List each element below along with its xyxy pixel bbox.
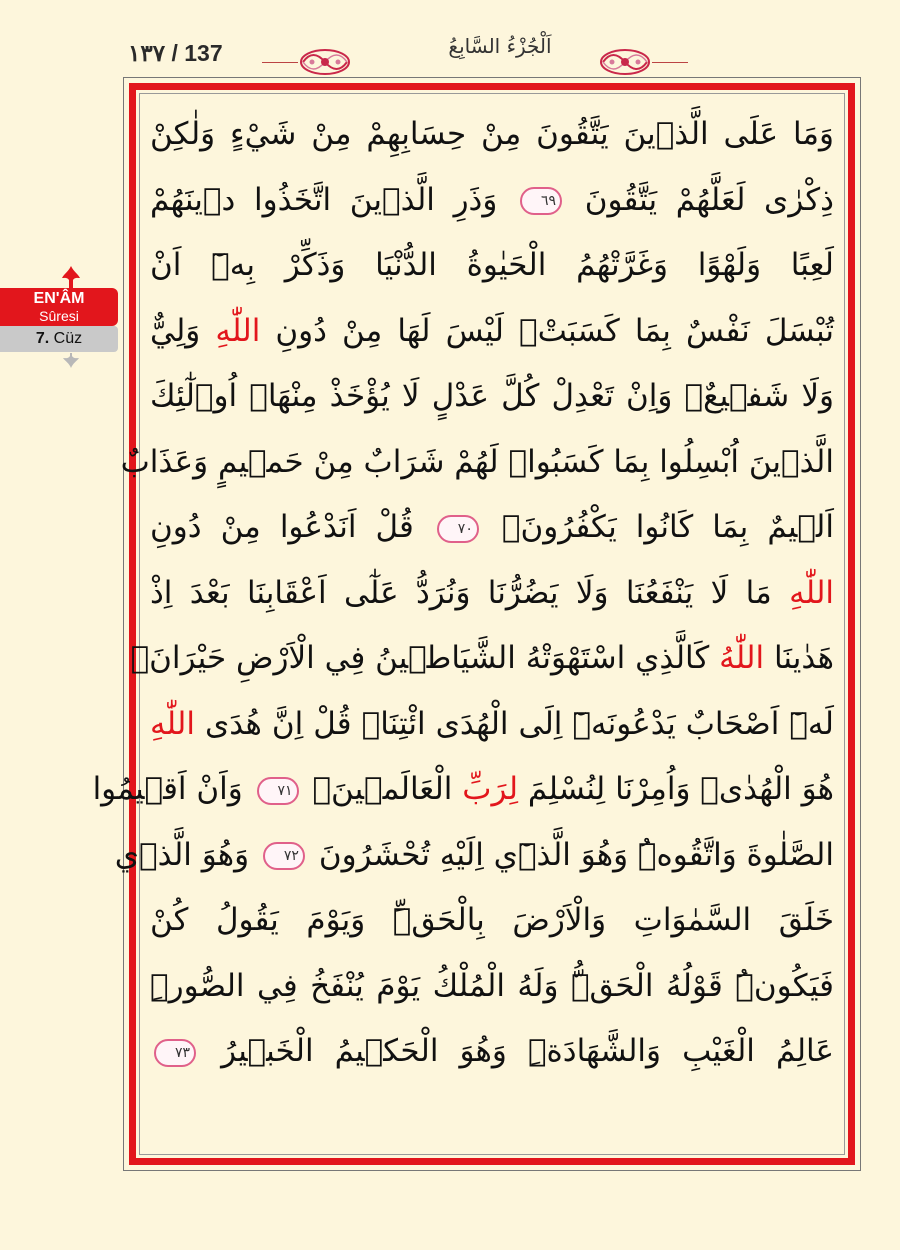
text-segment: فَيَكُونُۜ قَوْلُهُ الْحَقُّۜ وَلَهُ الْمُلْكُ يَوْمَ يُنْفَخُ فِي الصُّورِۜ — [150, 967, 834, 1004]
juz-number: 7. — [35, 330, 50, 347]
text-line-11 — [92, 757, 834, 823]
text-segment: مَا لَا يَنْفَعُنَا وَلَا يَضُرُّنَا وَنُرَدُّ عَلٰٓى اَعْقَابِنَا بَعْدَ اِذْ — [150, 574, 772, 611]
text-segment: اَل۪يمٌ بِمَا كَانُوا يَكْفُرُونَۘ — [501, 509, 834, 545]
text-segment: وَمَا عَلَى الَّذ۪ينَ يَتَّقُونَ مِنْ حِسَابِهِمْ مِنْ شَيْءٍ وَلٰكِنْ — [150, 116, 834, 152]
text-line-7 — [150, 495, 834, 561]
text-line-1 — [150, 102, 834, 168]
text-segment: وَلَا شَف۪يعٌۚ وَاِنْ تَعْدِلْ كُلَّ عَدْلٍ لَا يُؤْخَذْ مِنْهَاۜ اُو۬لٰٓئِكَ — [150, 378, 834, 414]
text-segment: وَلِيٌّ — [150, 312, 201, 349]
text-line-14 — [150, 954, 834, 1020]
floral-ornament-icon — [598, 42, 652, 82]
text-segment: لَعِبًا وَلَهْوًا وَغَرَّتْهُمُ الْحَيٰوةُ الدُّنْيَا وَذَكِّرْ بِه۪ٓ اَنْ — [150, 247, 834, 283]
text-segment: وَاَنْ اَق۪يمُوا — [92, 771, 243, 807]
text-segment: الصَّلٰوةَ وَاتَّقُوهُۜ وَهُوَ الَّذ۪ٓي اِلَيْهِ تُحْشَرُونَ — [318, 836, 834, 873]
sura-label: Sûresi — [39, 308, 79, 324]
sura-name: EN'ÂM — [33, 290, 85, 307]
ayah-end-marker-icon: ٧٢ — [263, 842, 305, 870]
text-segment: الْعَالَم۪ينَۙ — [312, 771, 453, 807]
text-segment: تُبْسَلَ نَفْسٌ بِمَا كَسَبَتْۗ لَيْسَ لَهَا مِنْ دُونِ — [275, 312, 834, 349]
header-divider-right — [652, 62, 688, 63]
text-segment: قُلْ اَنَدْعُوا مِنْ دُونِ — [150, 509, 414, 545]
text-line-6 — [120, 430, 834, 496]
page-header — [0, 28, 900, 84]
divine-name: اللّٰهِ — [150, 705, 195, 742]
text-segment: وَذَرِ الَّذ۪ينَ اتَّخَذُوا د۪ينَهُمْ — [150, 181, 498, 218]
divine-name: اللّٰهِ — [215, 312, 261, 349]
page-number-latin: 137 — [184, 40, 223, 66]
text-segment: ذِكْرٰى لَعَلَّهُمْ يَتَّقُونَ — [584, 181, 834, 218]
text-segment: عَالِمُ الْغَيْبِ وَالشَّهَادَةِۜ وَهُوَ الْحَك۪يمُ الْخَب۪يرُ — [221, 1033, 834, 1069]
text-line-3 — [150, 233, 834, 299]
page-number — [128, 40, 223, 67]
divine-name: اللّٰهِ — [789, 574, 835, 611]
fleur-de-lis-icon — [60, 352, 82, 370]
juz-title: اَلْجُزْءُ السَّابِعُ — [448, 34, 552, 58]
page-number-arabic: ١٣٧ — [128, 40, 166, 66]
divine-name: لِرَبِّ — [462, 771, 519, 807]
divine-name: اللّٰهُ — [719, 640, 765, 676]
ayah-end-marker-icon: ٧١ — [257, 777, 299, 805]
juz-label: Cüz — [53, 330, 83, 347]
floral-ornament-icon — [298, 42, 352, 82]
page-number-separator: / — [171, 40, 178, 66]
juz-tab — [0, 326, 118, 352]
fleur-de-lis-icon — [58, 264, 84, 290]
text-line-15 — [150, 1019, 834, 1085]
sura-name-tab — [0, 288, 118, 326]
quran-text-block — [92, 102, 835, 1150]
text-line-9 — [130, 626, 834, 692]
text-segment: هُوَ الْهُدٰىۜ وَاُمِرْنَا لِنُسْلِمَ — [527, 771, 834, 807]
text-segment: كَالَّذِي اسْتَهْوَتْهُ الشَّيَاط۪ينُ فِي الْاَرْضِ حَيْرَانَۖ — [130, 640, 710, 676]
ayah-end-marker-icon: ٧٣ — [154, 1039, 196, 1067]
text-line-12 — [114, 823, 834, 889]
ayah-end-marker-icon: ٧٠ — [437, 515, 479, 543]
text-line-4 — [150, 299, 834, 365]
text-segment: خَلَقَ السَّمٰوَاتِ وَالْاَرْضَ بِالْحَقِّۜ وَيَوْمَ يَقُولُ كُنْ — [150, 902, 834, 938]
text-line-2 — [150, 168, 834, 234]
text-segment: الَّذ۪ينَ اُبْسِلُوا بِمَا كَسَبُواۚ لَهُمْ شَرَابٌ مِنْ حَم۪يمٍ وَعَذَابٌ — [120, 443, 834, 480]
ayah-end-marker-icon: ٦٩ — [520, 187, 562, 215]
text-segment: لَه۫ٓ اَصْحَابٌ يَدْعُونَه۫ٓ اِلَى الْهُدَى ائْتِنَاۜ قُلْ اِنَّ هُدَى — [204, 705, 834, 742]
text-line-10 — [150, 692, 834, 758]
text-line-13 — [150, 888, 834, 954]
text-line-8 — [150, 561, 834, 627]
header-divider-left — [262, 62, 298, 63]
text-segment: هَدٰينَا — [773, 640, 834, 676]
text-segment: وَهُوَ الَّذ۪ي — [114, 836, 250, 873]
text-line-5 — [150, 364, 834, 430]
